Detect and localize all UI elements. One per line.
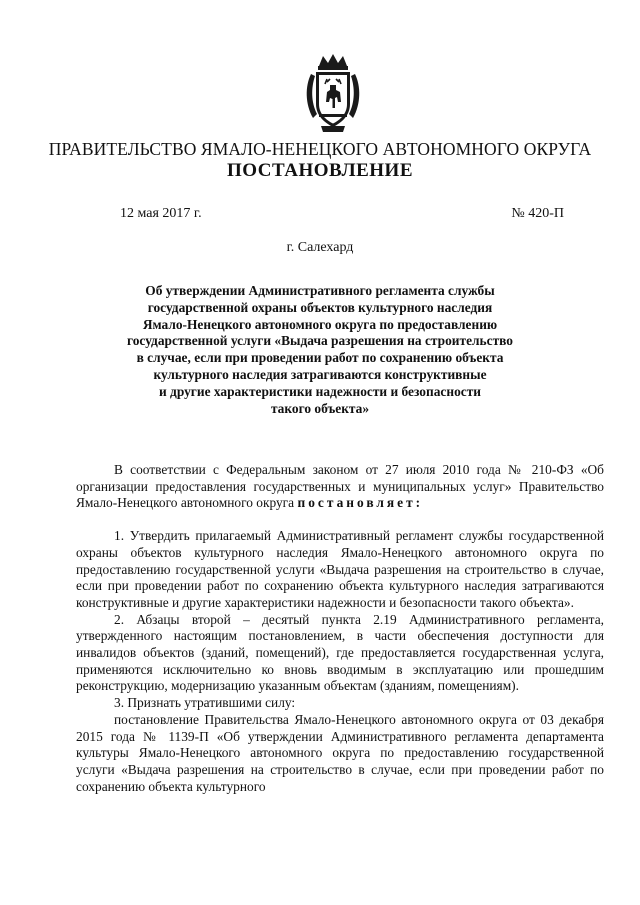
item-1-paragraph: 1. Утвердить прилагаемый Административный регламент службы государственной охраны объектов культурного наследия Ямало-Ненецкого автономного округа по предоставлению государственной услуги «Выдача разрешения на строительство в случае, если при проведении работ по сохранению объекта культурного наследия затрагиваются конструктивные и другие характеристики надежности и безопасности такого объекта». <box>76 528 604 610</box>
document-date: 12 мая 2017 г. <box>120 206 202 221</box>
subject-line: Об утверждении Административного регламента службы <box>145 283 495 298</box>
subject-line: государственной услуги «Выдача разрешения на строительство <box>126 333 513 349</box>
item-2-paragraph: 2. Абзацы второй – десятый пункта 2.19 Административного регламента, утвержденного настоящим постановлением, в части обеспечения доступности для инвалидов объектов (зданий, помещений), где предоставляется государственная услуга, применяются исключительно ко вновь вводимым в эксплуатацию или прошедшим реконструкцию, модернизацию указанным объектам (зданиям, помещениям). <box>76 611 604 694</box>
subject-line: и другие характеристики надежности и безопасности <box>158 383 481 399</box>
item-3-paragraph: 3. Признать утратившими силу: <box>114 695 296 711</box>
document-subject <box>80 283 560 417</box>
subject-line: Ямало-Ненецкого автономного округа по предоставлению <box>142 316 498 332</box>
document-number: № 420-П <box>511 206 564 221</box>
document-type: ПОСТАНОВЛЕНИЕ <box>226 160 414 181</box>
subject-line: такого объекта» <box>270 400 370 416</box>
subject-line: государственной охраны объектов культурного наследия <box>147 299 493 315</box>
item-3-text-paragraph: постановление Правительства Ямало-Ненецкого автономного округа от 03 декабря 2015 года № 1139-П «Об утверждении Административного регламента департамента культуры Ямало-Ненецкого автономного округа по предоставлению государственной услуги «Выдача разрешения на строительство в случае, если при проведении работ по сохранению объекта культурного <box>76 711 604 794</box>
intro-paragraph <box>76 462 604 512</box>
intro-text: В соответствии с Федеральным законом от 27 июля 2010 года № 210-ФЗ «Об организации предоставления государственных и муниципальных услуг» Правительство Ямало-Ненецкого автономного округа <box>76 462 604 511</box>
document-city: г. Салехард <box>286 240 354 255</box>
decree-word: постановляет: <box>297 495 424 511</box>
document-body <box>76 462 604 795</box>
subject-line: в случае, если при проведении работ по сохранению объекта <box>136 350 504 366</box>
subject-line: культурного наследия затрагиваются конструктивные <box>153 366 487 382</box>
authority-title: ПРАВИТЕЛЬСТВО ЯМАЛО-НЕНЕЦКОГО АВТОНОМНОГО ОКРУГА <box>48 139 592 159</box>
coat-of-arms-icon <box>303 52 363 134</box>
